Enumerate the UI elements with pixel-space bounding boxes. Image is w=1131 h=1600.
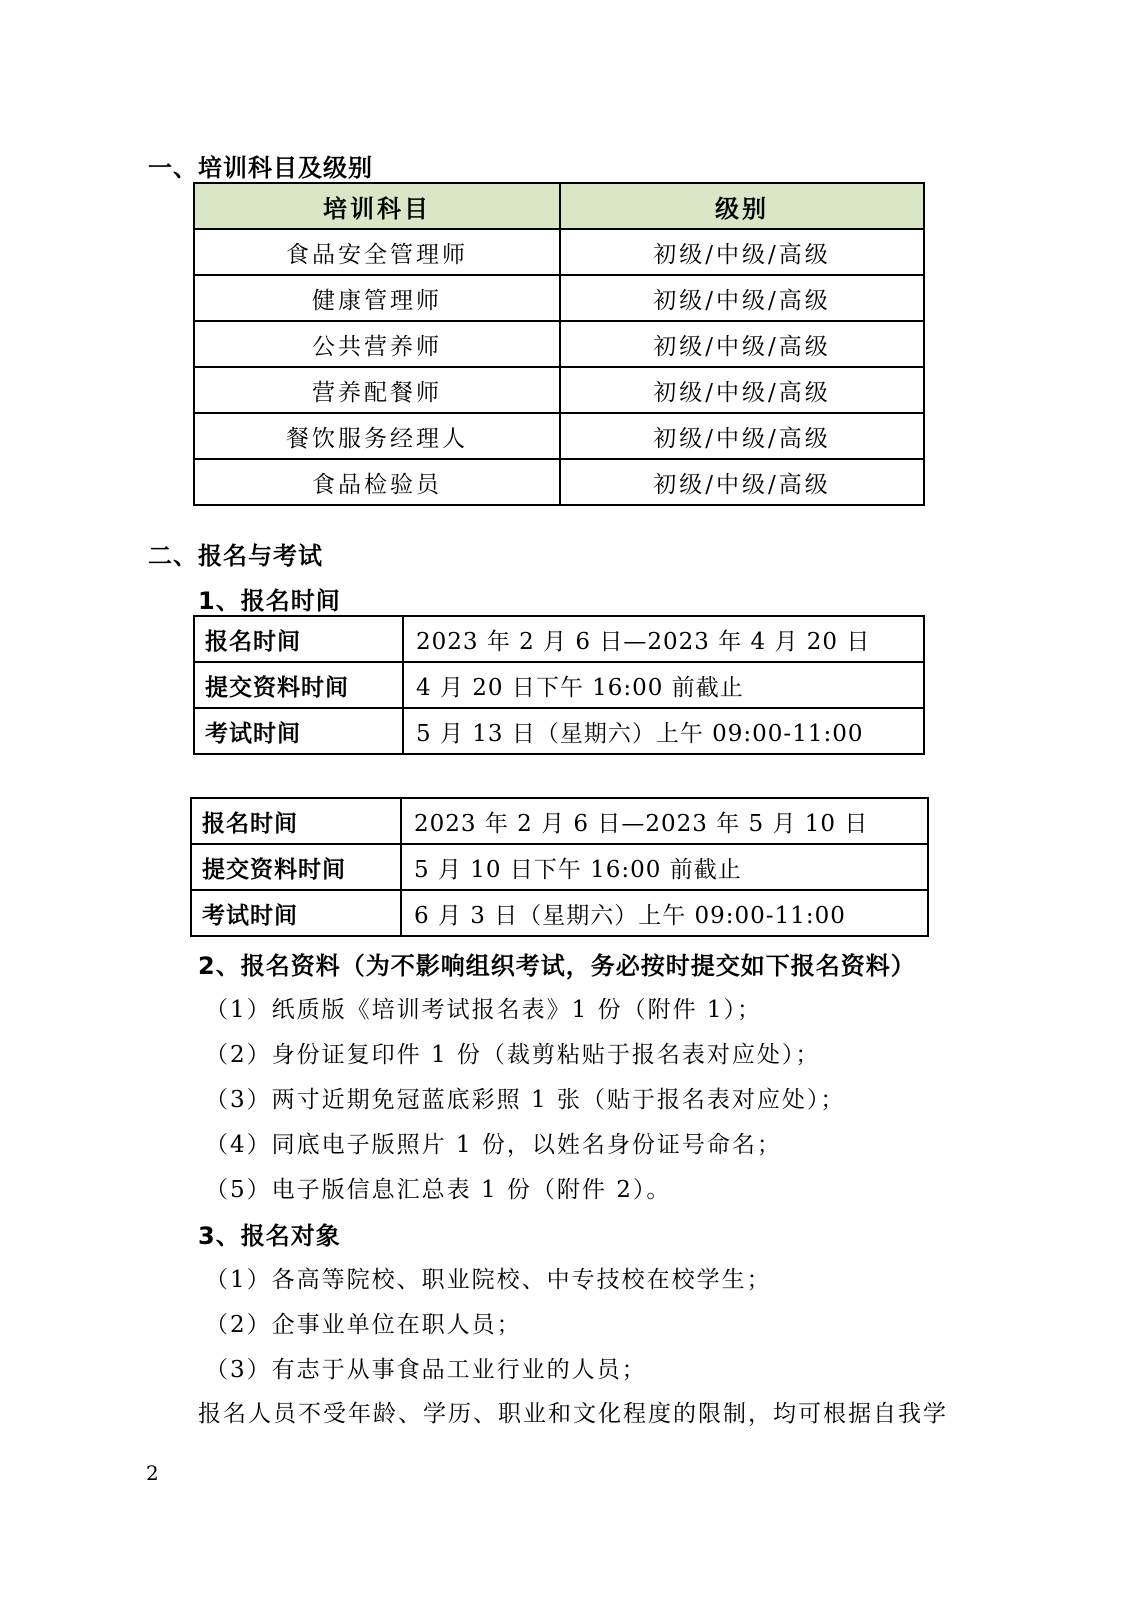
- table-row: [191, 844, 928, 890]
- level-cell: 初级/中级/高级: [560, 275, 924, 321]
- subsection-3-heading: 3、报名对象: [198, 1222, 341, 1250]
- subject-cell: 食品检验员: [194, 459, 560, 505]
- schedule-key: 提交资料时间: [191, 844, 401, 890]
- schedule-key: 报名时间: [191, 798, 401, 844]
- section-1-heading: 一、培训科目及级别: [148, 154, 373, 182]
- table-row: [194, 321, 924, 367]
- subject-cell: 餐饮服务经理人: [194, 413, 560, 459]
- level-cell: 初级/中级/高级: [560, 229, 924, 275]
- schedule-value: 4 月 20 日下午 16:00 前截止: [403, 662, 924, 708]
- schedule-key: 考试时间: [194, 708, 403, 754]
- table-header-row: [194, 183, 924, 229]
- list-item: （3）两寸近期免冠蓝底彩照 1 张（贴于报名表对应处）；: [205, 1087, 846, 1113]
- level-cell: 初级/中级/高级: [560, 459, 924, 505]
- subjects-table: [193, 182, 925, 506]
- subsection-2-heading: 2、报名资料（为不影响组织考试，务必按时提交如下报名资料）: [198, 952, 916, 980]
- table-row: [191, 798, 928, 844]
- schedule-value: 2023 年 2 月 6 日—2023 年 4 月 20 日: [403, 616, 924, 662]
- schedule-key: 报名时间: [194, 616, 403, 662]
- list-item: （4）同底电子版照片 1 份，以姓名身份证号命名；: [205, 1132, 782, 1158]
- schedule-value: 6 月 3 日（星期六）上午 09:00-11:00: [401, 890, 928, 936]
- table-row: [194, 229, 924, 275]
- schedule-value: 5 月 13 日（星期六）上午 09:00-11:00: [403, 708, 924, 754]
- table-row: [194, 708, 924, 754]
- list-item: （1）各高等院校、职业院校、中专技校在校学生；: [205, 1267, 772, 1293]
- body-paragraph: 报名人员不受年龄、学历、职业和文化程度的限制，均可根据自我学: [198, 1401, 948, 1427]
- header-level: 级别: [560, 183, 924, 229]
- list-item: （2）企事业单位在职人员；: [205, 1312, 522, 1338]
- table-row: [194, 275, 924, 321]
- schedule-key: 考试时间: [191, 890, 401, 936]
- level-cell: 初级/中级/高级: [560, 367, 924, 413]
- table-row: [191, 890, 928, 936]
- schedule-table-a: [193, 615, 925, 755]
- subject-cell: 健康管理师: [194, 275, 560, 321]
- subsection-1-heading: 1、报名时间: [198, 587, 341, 615]
- table-row: [194, 459, 924, 505]
- schedule-value: 2023 年 2 月 6 日—2023 年 5 月 10 日: [401, 798, 928, 844]
- header-subject: 培训科目: [194, 183, 560, 229]
- section-2-heading: 二、报名与考试: [148, 542, 323, 570]
- page-number: 2: [146, 1461, 159, 1485]
- table-row: [194, 662, 924, 708]
- table-row: [194, 413, 924, 459]
- table-row: [194, 367, 924, 413]
- schedule-value: 5 月 10 日下午 16:00 前截止: [401, 844, 928, 890]
- list-item: （1）纸质版《培训考试报名表》1 份（附件 1）；: [205, 997, 763, 1023]
- schedule-table-b: [190, 797, 929, 937]
- level-cell: 初级/中级/高级: [560, 413, 924, 459]
- subject-cell: 食品安全管理师: [194, 229, 560, 275]
- table-row: [194, 616, 924, 662]
- list-item: （3）有志于从事食品工业行业的人员；: [205, 1357, 647, 1383]
- subject-cell: 公共营养师: [194, 321, 560, 367]
- list-item: （5）电子版信息汇总表 1 份（附件 2）。: [205, 1177, 672, 1203]
- schedule-key: 提交资料时间: [194, 662, 403, 708]
- list-item: （2）身份证复印件 1 份（裁剪粘贴于报名表对应处）；: [205, 1042, 821, 1068]
- subject-cell: 营养配餐师: [194, 367, 560, 413]
- level-cell: 初级/中级/高级: [560, 321, 924, 367]
